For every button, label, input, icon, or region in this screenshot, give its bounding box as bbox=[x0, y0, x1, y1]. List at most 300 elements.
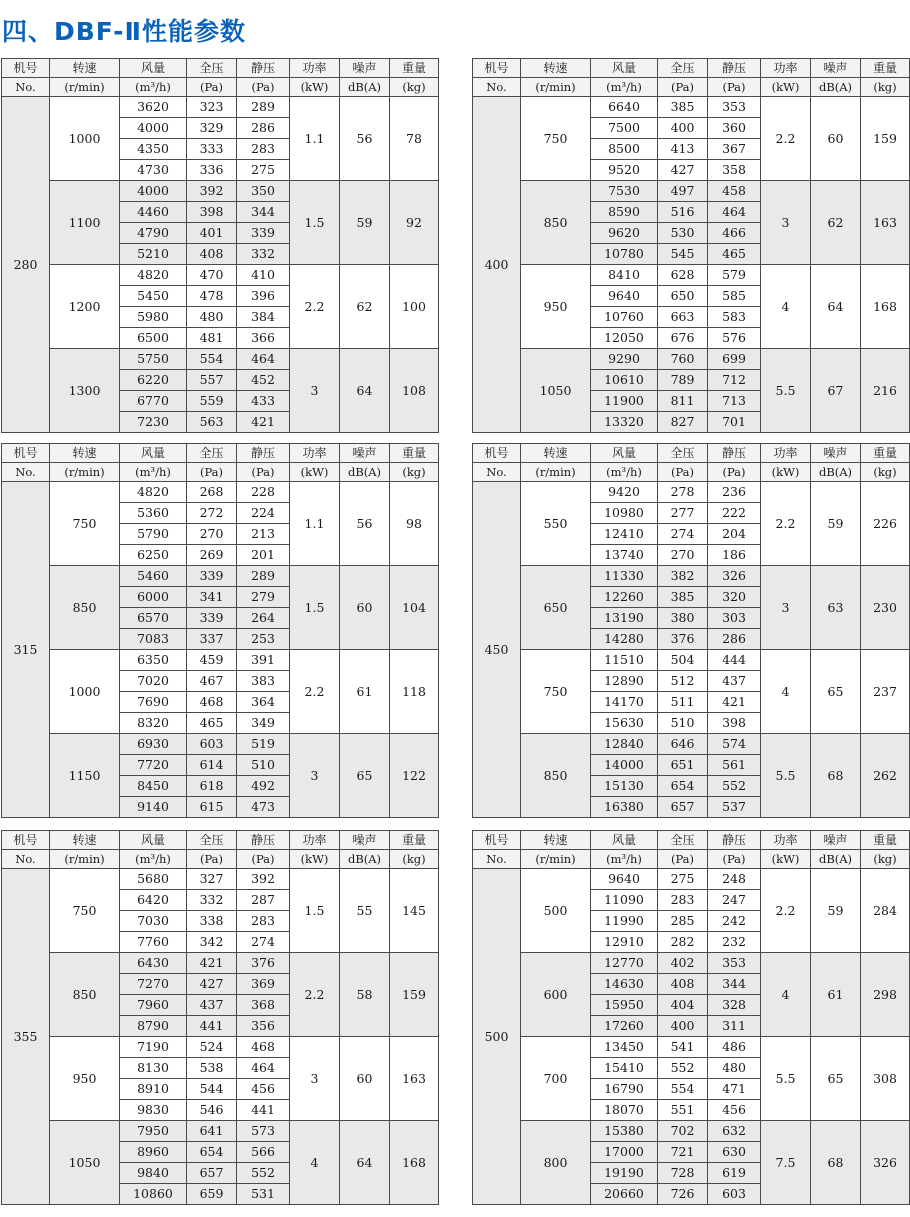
total-pressure-cell: 651 bbox=[658, 755, 708, 776]
total-pressure-cell: 554 bbox=[658, 1079, 708, 1100]
col-noise-header: 噪声 bbox=[811, 444, 861, 463]
speed-cell: 550 bbox=[521, 482, 591, 566]
speed-cell: 700 bbox=[521, 1037, 591, 1121]
noise-cell: 58 bbox=[340, 953, 390, 1037]
power-cell: 2.2 bbox=[761, 97, 811, 181]
speed-cell: 1000 bbox=[50, 97, 120, 181]
col-speed-header: 转速 bbox=[521, 59, 591, 78]
flow-cell: 7270 bbox=[120, 974, 187, 995]
static-pressure-cell: 332 bbox=[237, 244, 290, 265]
flow-cell: 7760 bbox=[120, 932, 187, 953]
col-noise-unit: dB(A) bbox=[811, 850, 861, 869]
total-pressure-cell: 427 bbox=[187, 974, 237, 995]
total-pressure-cell: 270 bbox=[658, 545, 708, 566]
col-power-header: 功率 bbox=[290, 59, 340, 78]
static-pressure-cell: 456 bbox=[708, 1100, 761, 1121]
col-speed-unit: (r/min) bbox=[521, 463, 591, 482]
weight-cell: 92 bbox=[390, 181, 439, 265]
col-weight-unit: (kg) bbox=[861, 463, 910, 482]
table-row bbox=[473, 1121, 910, 1142]
col-noise-header: 噪声 bbox=[340, 831, 390, 850]
col-machine-header: 机号 bbox=[473, 59, 521, 78]
weight-cell: 308 bbox=[861, 1037, 910, 1121]
total-pressure-cell: 285 bbox=[658, 911, 708, 932]
table-header bbox=[473, 59, 910, 97]
weight-cell: 104 bbox=[390, 566, 439, 650]
weight-cell: 216 bbox=[861, 349, 910, 433]
col-speed-header: 转速 bbox=[50, 444, 120, 463]
power-cell: 4 bbox=[761, 650, 811, 734]
static-pressure-cell: 632 bbox=[708, 1121, 761, 1142]
total-pressure-cell: 270 bbox=[187, 524, 237, 545]
static-pressure-cell: 247 bbox=[708, 890, 761, 911]
total-pressure-cell: 437 bbox=[187, 995, 237, 1016]
flow-cell: 4790 bbox=[120, 223, 187, 244]
flow-cell: 16790 bbox=[591, 1079, 658, 1100]
noise-cell: 61 bbox=[811, 953, 861, 1037]
total-pressure-cell: 402 bbox=[658, 953, 708, 974]
weight-cell: 100 bbox=[390, 265, 439, 349]
speed-cell: 650 bbox=[521, 566, 591, 650]
static-pressure-cell: 366 bbox=[237, 328, 290, 349]
col-noise-header: 噪声 bbox=[340, 59, 390, 78]
flow-cell: 8450 bbox=[120, 776, 187, 797]
flow-cell: 4730 bbox=[120, 160, 187, 181]
flow-cell: 10980 bbox=[591, 503, 658, 524]
col-power-unit: (kW) bbox=[290, 78, 340, 97]
power-cell: 5.5 bbox=[761, 734, 811, 818]
total-pressure-cell: 336 bbox=[187, 160, 237, 181]
table-row bbox=[2, 349, 439, 370]
total-pressure-cell: 401 bbox=[187, 223, 237, 244]
total-pressure-cell: 530 bbox=[658, 223, 708, 244]
table-row bbox=[2, 650, 439, 671]
speed-cell: 850 bbox=[521, 181, 591, 265]
table-row bbox=[473, 349, 910, 370]
total-pressure-cell: 342 bbox=[187, 932, 237, 953]
flow-cell: 7720 bbox=[120, 755, 187, 776]
static-pressure-cell: 383 bbox=[237, 671, 290, 692]
speed-cell: 850 bbox=[521, 734, 591, 818]
col-total-pressure-unit: (Pa) bbox=[187, 850, 237, 869]
total-pressure-cell: 544 bbox=[187, 1079, 237, 1100]
weight-cell: 122 bbox=[390, 734, 439, 818]
col-speed-unit: (r/min) bbox=[521, 850, 591, 869]
static-pressure-cell: 364 bbox=[237, 692, 290, 713]
col-noise-unit: dB(A) bbox=[811, 78, 861, 97]
power-cell: 1.5 bbox=[290, 181, 340, 265]
flow-cell: 7500 bbox=[591, 118, 658, 139]
flow-cell: 17000 bbox=[591, 1142, 658, 1163]
total-pressure-cell: 459 bbox=[187, 650, 237, 671]
weight-cell: 108 bbox=[390, 349, 439, 433]
static-pressure-cell: 519 bbox=[237, 734, 290, 755]
flow-cell: 20660 bbox=[591, 1184, 658, 1205]
total-pressure-cell: 404 bbox=[658, 995, 708, 1016]
flow-cell: 7690 bbox=[120, 692, 187, 713]
flow-cell: 11330 bbox=[591, 566, 658, 587]
flow-cell: 14000 bbox=[591, 755, 658, 776]
table-row bbox=[2, 734, 439, 755]
total-pressure-cell: 380 bbox=[658, 608, 708, 629]
static-pressure-cell: 222 bbox=[708, 503, 761, 524]
static-pressure-cell: 465 bbox=[708, 244, 761, 265]
table-header bbox=[2, 831, 439, 869]
table-body bbox=[473, 482, 910, 818]
total-pressure-cell: 272 bbox=[187, 503, 237, 524]
static-pressure-cell: 552 bbox=[237, 1163, 290, 1184]
weight-cell: 298 bbox=[861, 953, 910, 1037]
flow-cell: 7230 bbox=[120, 412, 187, 433]
static-pressure-cell: 353 bbox=[708, 953, 761, 974]
total-pressure-cell: 332 bbox=[187, 890, 237, 911]
col-noise-unit: dB(A) bbox=[811, 463, 861, 482]
static-pressure-cell: 353 bbox=[708, 97, 761, 118]
noise-cell: 59 bbox=[340, 181, 390, 265]
table-block bbox=[1, 830, 438, 1205]
total-pressure-cell: 408 bbox=[187, 244, 237, 265]
flow-cell: 8910 bbox=[120, 1079, 187, 1100]
total-pressure-cell: 468 bbox=[187, 692, 237, 713]
static-pressure-cell: 552 bbox=[708, 776, 761, 797]
col-flow-unit: (m³/h) bbox=[120, 850, 187, 869]
col-weight-unit: (kg) bbox=[861, 850, 910, 869]
total-pressure-cell: 827 bbox=[658, 412, 708, 433]
table-row bbox=[2, 97, 439, 118]
total-pressure-cell: 702 bbox=[658, 1121, 708, 1142]
static-pressure-cell: 464 bbox=[237, 349, 290, 370]
speed-cell: 1150 bbox=[50, 734, 120, 818]
flow-cell: 12890 bbox=[591, 671, 658, 692]
flow-cell: 5680 bbox=[120, 869, 187, 890]
flow-cell: 9620 bbox=[591, 223, 658, 244]
weight-cell: 326 bbox=[861, 1121, 910, 1205]
flow-cell: 6430 bbox=[120, 953, 187, 974]
power-cell: 3 bbox=[290, 349, 340, 433]
col-total-pressure-header: 全压 bbox=[187, 831, 237, 850]
table-row bbox=[473, 1037, 910, 1058]
header-row-units bbox=[2, 463, 439, 482]
flow-cell: 14630 bbox=[591, 974, 658, 995]
header-row-labels bbox=[2, 444, 439, 463]
static-pressure-cell: 286 bbox=[237, 118, 290, 139]
static-pressure-cell: 701 bbox=[708, 412, 761, 433]
col-flow-unit: (m³/h) bbox=[591, 463, 658, 482]
flow-cell: 12410 bbox=[591, 524, 658, 545]
flow-cell: 5360 bbox=[120, 503, 187, 524]
noise-cell: 56 bbox=[340, 482, 390, 566]
col-total-pressure-unit: (Pa) bbox=[187, 463, 237, 482]
static-pressure-cell: 471 bbox=[708, 1079, 761, 1100]
total-pressure-cell: 524 bbox=[187, 1037, 237, 1058]
flow-cell: 4460 bbox=[120, 202, 187, 223]
col-noise-header: 噪声 bbox=[811, 831, 861, 850]
col-flow-header: 风量 bbox=[591, 59, 658, 78]
flow-cell: 13320 bbox=[591, 412, 658, 433]
static-pressure-cell: 286 bbox=[708, 629, 761, 650]
total-pressure-cell: 398 bbox=[187, 202, 237, 223]
table-body bbox=[2, 869, 439, 1205]
table-row bbox=[2, 181, 439, 202]
col-static-pressure-header: 静压 bbox=[237, 831, 290, 850]
col-flow-unit: (m³/h) bbox=[591, 850, 658, 869]
col-machine-header: 机号 bbox=[473, 831, 521, 850]
total-pressure-cell: 277 bbox=[658, 503, 708, 524]
col-total-pressure-header: 全压 bbox=[658, 444, 708, 463]
flow-cell: 5460 bbox=[120, 566, 187, 587]
flow-cell: 12840 bbox=[591, 734, 658, 755]
flow-cell: 12770 bbox=[591, 953, 658, 974]
header-row-units bbox=[2, 78, 439, 97]
total-pressure-cell: 615 bbox=[187, 797, 237, 818]
col-noise-unit: dB(A) bbox=[340, 850, 390, 869]
performance-table bbox=[472, 443, 910, 818]
flow-cell: 15410 bbox=[591, 1058, 658, 1079]
weight-cell: 226 bbox=[861, 482, 910, 566]
speed-cell: 500 bbox=[521, 869, 591, 953]
table-row bbox=[473, 566, 910, 587]
flow-cell: 7960 bbox=[120, 995, 187, 1016]
table-header bbox=[473, 831, 910, 869]
static-pressure-cell: 699 bbox=[708, 349, 761, 370]
speed-cell: 850 bbox=[50, 953, 120, 1037]
weight-cell: 145 bbox=[390, 869, 439, 953]
performance-table bbox=[1, 58, 439, 433]
flow-cell: 5790 bbox=[120, 524, 187, 545]
col-noise-unit: dB(A) bbox=[340, 463, 390, 482]
flow-cell: 16380 bbox=[591, 797, 658, 818]
flow-cell: 5750 bbox=[120, 349, 187, 370]
weight-cell: 262 bbox=[861, 734, 910, 818]
col-weight-header: 重量 bbox=[861, 444, 910, 463]
col-power-unit: (kW) bbox=[761, 850, 811, 869]
static-pressure-cell: 458 bbox=[708, 181, 761, 202]
power-cell: 7.5 bbox=[761, 1121, 811, 1205]
static-pressure-cell: 344 bbox=[708, 974, 761, 995]
static-pressure-cell: 242 bbox=[708, 911, 761, 932]
flow-cell: 4000 bbox=[120, 181, 187, 202]
total-pressure-cell: 339 bbox=[187, 608, 237, 629]
col-static-pressure-unit: (Pa) bbox=[708, 78, 761, 97]
col-flow-header: 风量 bbox=[120, 444, 187, 463]
col-power-unit: (kW) bbox=[290, 463, 340, 482]
flow-cell: 6930 bbox=[120, 734, 187, 755]
col-weight-header: 重量 bbox=[390, 831, 439, 850]
static-pressure-cell: 264 bbox=[237, 608, 290, 629]
static-pressure-cell: 486 bbox=[708, 1037, 761, 1058]
static-pressure-cell: 410 bbox=[237, 265, 290, 286]
static-pressure-cell: 289 bbox=[237, 97, 290, 118]
col-total-pressure-unit: (Pa) bbox=[187, 78, 237, 97]
table-body bbox=[473, 97, 910, 433]
static-pressure-cell: 186 bbox=[708, 545, 761, 566]
static-pressure-cell: 437 bbox=[708, 671, 761, 692]
static-pressure-cell: 630 bbox=[708, 1142, 761, 1163]
static-pressure-cell: 712 bbox=[708, 370, 761, 391]
flow-cell: 12050 bbox=[591, 328, 658, 349]
static-pressure-cell: 303 bbox=[708, 608, 761, 629]
noise-cell: 68 bbox=[811, 1121, 861, 1205]
col-static-pressure-header: 静压 bbox=[708, 444, 761, 463]
noise-cell: 68 bbox=[811, 734, 861, 818]
static-pressure-cell: 492 bbox=[237, 776, 290, 797]
col-total-pressure-header: 全压 bbox=[658, 831, 708, 850]
static-pressure-cell: 480 bbox=[708, 1058, 761, 1079]
col-machine-header: 机号 bbox=[473, 444, 521, 463]
total-pressure-cell: 268 bbox=[187, 482, 237, 503]
table-block bbox=[1, 58, 438, 433]
static-pressure-cell: 360 bbox=[708, 118, 761, 139]
total-pressure-cell: 552 bbox=[658, 1058, 708, 1079]
static-pressure-cell: 283 bbox=[237, 139, 290, 160]
table-header bbox=[2, 444, 439, 482]
col-total-pressure-header: 全压 bbox=[187, 59, 237, 78]
total-pressure-cell: 659 bbox=[187, 1184, 237, 1205]
total-pressure-cell: 614 bbox=[187, 755, 237, 776]
static-pressure-cell: 279 bbox=[237, 587, 290, 608]
flow-cell: 10860 bbox=[120, 1184, 187, 1205]
static-pressure-cell: 350 bbox=[237, 181, 290, 202]
flow-cell: 7020 bbox=[120, 671, 187, 692]
flow-cell: 15130 bbox=[591, 776, 658, 797]
weight-cell: 163 bbox=[390, 1037, 439, 1121]
static-pressure-cell: 510 bbox=[237, 755, 290, 776]
col-weight-header: 重量 bbox=[861, 59, 910, 78]
speed-cell: 1000 bbox=[50, 650, 120, 734]
col-static-pressure-unit: (Pa) bbox=[708, 850, 761, 869]
flow-cell: 11510 bbox=[591, 650, 658, 671]
total-pressure-cell: 650 bbox=[658, 286, 708, 307]
table-row bbox=[473, 265, 910, 286]
header-row-labels bbox=[473, 444, 910, 463]
flow-cell: 12910 bbox=[591, 932, 658, 953]
flow-cell: 14280 bbox=[591, 629, 658, 650]
total-pressure-cell: 541 bbox=[658, 1037, 708, 1058]
machine-number-cell: 450 bbox=[473, 482, 521, 818]
total-pressure-cell: 497 bbox=[658, 181, 708, 202]
flow-cell: 13190 bbox=[591, 608, 658, 629]
total-pressure-cell: 275 bbox=[658, 869, 708, 890]
table-block bbox=[472, 58, 909, 433]
total-pressure-cell: 329 bbox=[187, 118, 237, 139]
flow-cell: 9830 bbox=[120, 1100, 187, 1121]
machine-number-cell: 315 bbox=[2, 482, 50, 818]
power-cell: 1.1 bbox=[290, 97, 340, 181]
total-pressure-cell: 441 bbox=[187, 1016, 237, 1037]
flow-cell: 6420 bbox=[120, 890, 187, 911]
static-pressure-cell: 566 bbox=[237, 1142, 290, 1163]
flow-cell: 4820 bbox=[120, 265, 187, 286]
weight-cell: 98 bbox=[390, 482, 439, 566]
flow-cell: 8590 bbox=[591, 202, 658, 223]
static-pressure-cell: 344 bbox=[237, 202, 290, 223]
total-pressure-cell: 480 bbox=[187, 307, 237, 328]
static-pressure-cell: 561 bbox=[708, 755, 761, 776]
col-static-pressure-unit: (Pa) bbox=[237, 850, 290, 869]
power-cell: 5.5 bbox=[761, 1037, 811, 1121]
col-machine-unit: No. bbox=[473, 78, 521, 97]
flow-cell: 10760 bbox=[591, 307, 658, 328]
static-pressure-cell: 574 bbox=[708, 734, 761, 755]
speed-cell: 950 bbox=[521, 265, 591, 349]
col-noise-header: 噪声 bbox=[811, 59, 861, 78]
total-pressure-cell: 545 bbox=[658, 244, 708, 265]
flow-cell: 8790 bbox=[120, 1016, 187, 1037]
col-static-pressure-header: 静压 bbox=[708, 59, 761, 78]
table-row bbox=[473, 181, 910, 202]
total-pressure-cell: 657 bbox=[658, 797, 708, 818]
speed-cell: 750 bbox=[50, 482, 120, 566]
total-pressure-cell: 510 bbox=[658, 713, 708, 734]
col-weight-header: 重量 bbox=[390, 444, 439, 463]
static-pressure-cell: 583 bbox=[708, 307, 761, 328]
col-power-unit: (kW) bbox=[290, 850, 340, 869]
static-pressure-cell: 531 bbox=[237, 1184, 290, 1205]
static-pressure-cell: 201 bbox=[237, 545, 290, 566]
static-pressure-cell: 274 bbox=[237, 932, 290, 953]
total-pressure-cell: 654 bbox=[187, 1142, 237, 1163]
flow-cell: 8320 bbox=[120, 713, 187, 734]
flow-cell: 4820 bbox=[120, 482, 187, 503]
flow-cell: 6640 bbox=[591, 97, 658, 118]
total-pressure-cell: 512 bbox=[658, 671, 708, 692]
static-pressure-cell: 328 bbox=[708, 995, 761, 1016]
table-row bbox=[2, 482, 439, 503]
flow-cell: 10780 bbox=[591, 244, 658, 265]
static-pressure-cell: 619 bbox=[708, 1163, 761, 1184]
static-pressure-cell: 473 bbox=[237, 797, 290, 818]
table-row bbox=[473, 482, 910, 503]
total-pressure-cell: 382 bbox=[658, 566, 708, 587]
static-pressure-cell: 358 bbox=[708, 160, 761, 181]
col-total-pressure-unit: (Pa) bbox=[658, 463, 708, 482]
table-header bbox=[2, 59, 439, 97]
flow-cell: 4350 bbox=[120, 139, 187, 160]
table-header bbox=[473, 444, 910, 482]
total-pressure-cell: 657 bbox=[187, 1163, 237, 1184]
total-pressure-cell: 559 bbox=[187, 391, 237, 412]
col-speed-unit: (r/min) bbox=[50, 850, 120, 869]
header-row-units bbox=[473, 463, 910, 482]
power-cell: 2.2 bbox=[290, 265, 340, 349]
static-pressure-cell: 713 bbox=[708, 391, 761, 412]
noise-cell: 59 bbox=[811, 869, 861, 953]
col-machine-unit: No. bbox=[2, 850, 50, 869]
header-row-units bbox=[473, 78, 910, 97]
total-pressure-cell: 427 bbox=[658, 160, 708, 181]
power-cell: 2.2 bbox=[761, 869, 811, 953]
flow-cell: 10610 bbox=[591, 370, 658, 391]
flow-cell: 8130 bbox=[120, 1058, 187, 1079]
col-power-unit: (kW) bbox=[761, 463, 811, 482]
speed-cell: 1050 bbox=[521, 349, 591, 433]
flow-cell: 9290 bbox=[591, 349, 658, 370]
power-cell: 1.5 bbox=[290, 869, 340, 953]
total-pressure-cell: 278 bbox=[658, 482, 708, 503]
machine-number-cell: 280 bbox=[2, 97, 50, 433]
total-pressure-cell: 554 bbox=[187, 349, 237, 370]
flow-cell: 7530 bbox=[591, 181, 658, 202]
total-pressure-cell: 728 bbox=[658, 1163, 708, 1184]
flow-cell: 15380 bbox=[591, 1121, 658, 1142]
table-row bbox=[473, 650, 910, 671]
col-weight-unit: (kg) bbox=[390, 78, 439, 97]
flow-cell: 15950 bbox=[591, 995, 658, 1016]
col-static-pressure-unit: (Pa) bbox=[708, 463, 761, 482]
total-pressure-cell: 337 bbox=[187, 629, 237, 650]
total-pressure-cell: 726 bbox=[658, 1184, 708, 1205]
col-weight-unit: (kg) bbox=[390, 463, 439, 482]
